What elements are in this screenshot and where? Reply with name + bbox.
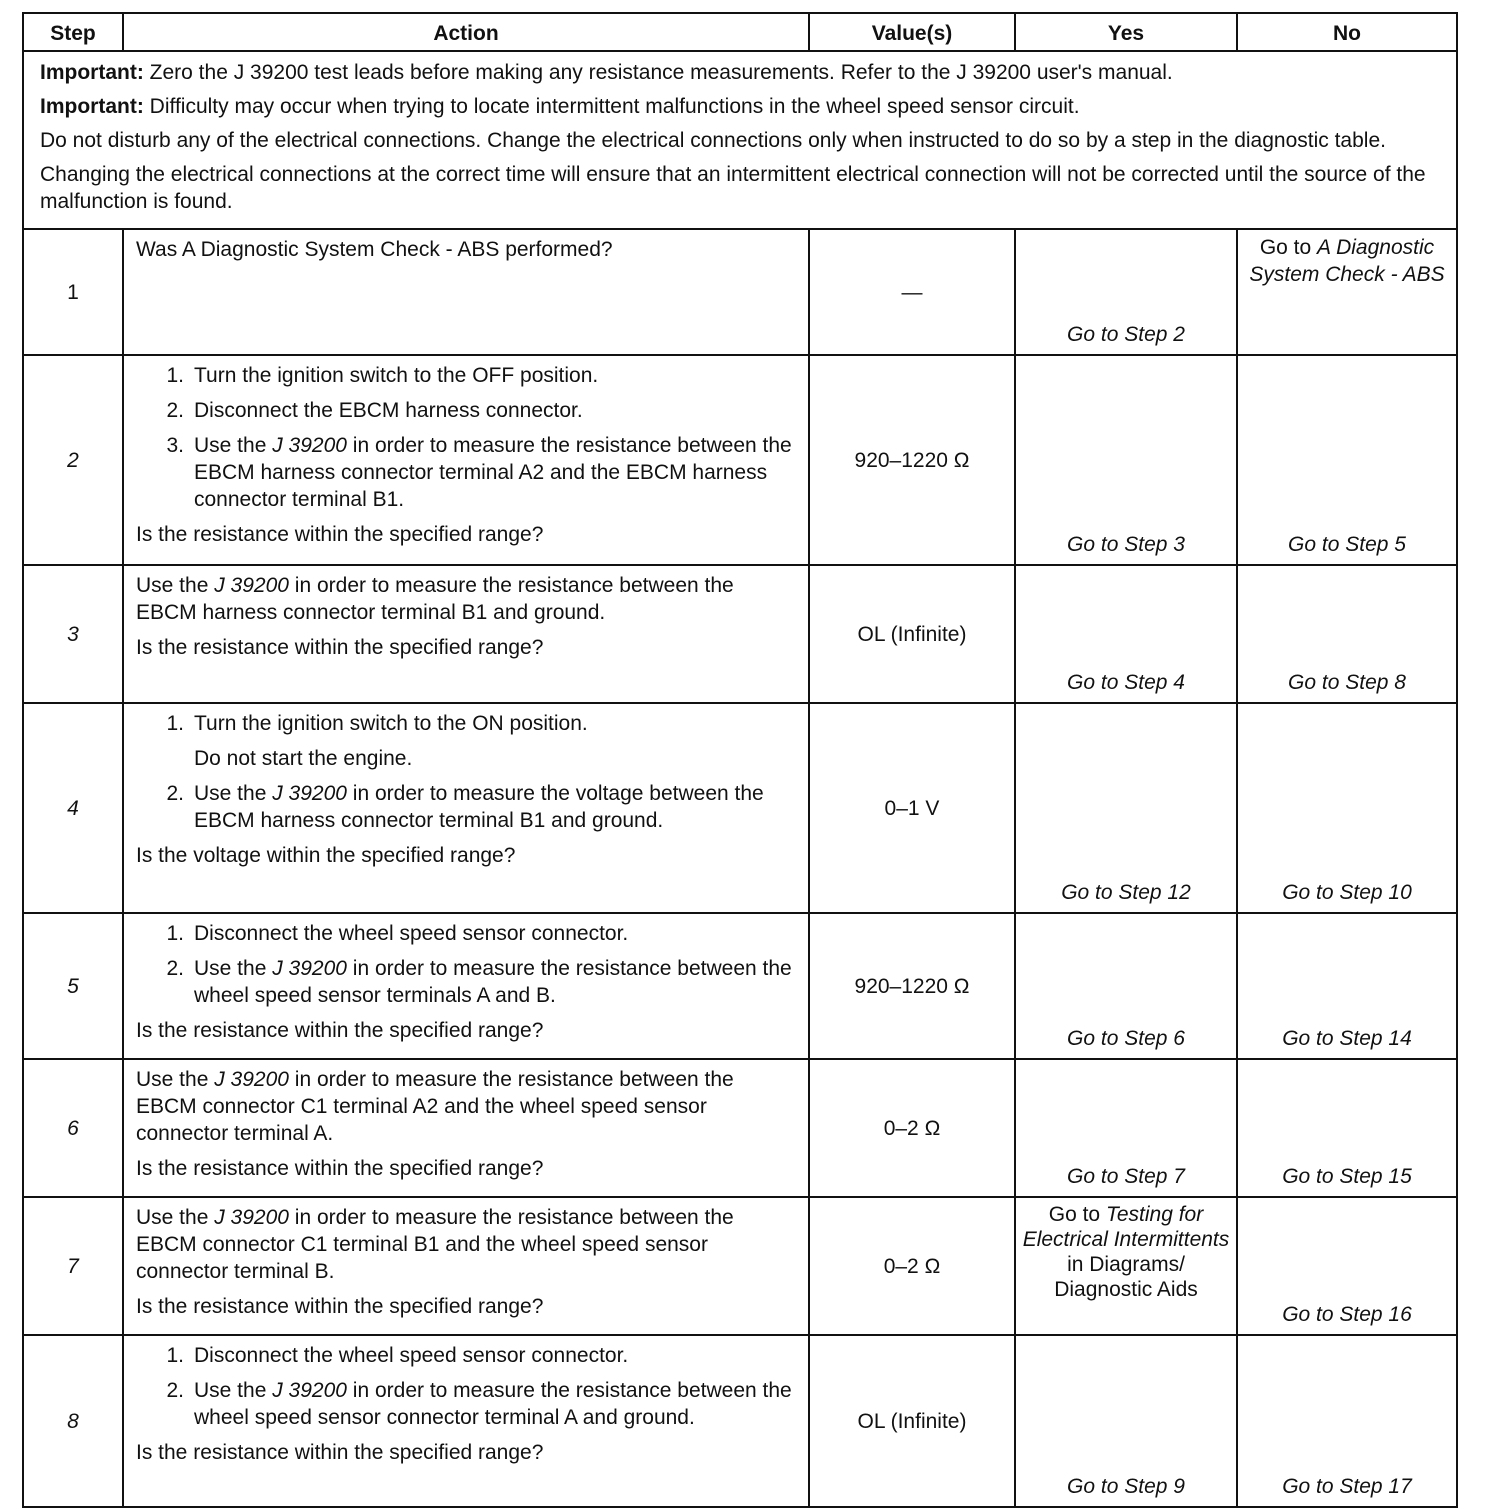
step-number: 2 xyxy=(23,355,123,565)
action-list xyxy=(136,920,800,1009)
note xyxy=(40,161,1446,215)
table-row xyxy=(23,1059,1457,1197)
list-item xyxy=(136,710,800,737)
step-number: 6 xyxy=(23,1059,123,1197)
tool-name: J 39200 xyxy=(214,1206,289,1229)
item-text: Turn the ignition switch to the ON position. xyxy=(194,712,588,735)
item-text: Disconnect the EBCM harness connector. xyxy=(194,399,583,422)
action-list xyxy=(136,362,800,513)
action-question: Is the resistance within the specified range? xyxy=(136,1441,544,1464)
value-cell: OL (Infinite) xyxy=(809,565,1015,703)
step-number: 4 xyxy=(23,703,123,913)
value-cell: 0–2 Ω xyxy=(809,1059,1015,1197)
yes-cell[interactable] xyxy=(1015,565,1237,703)
action-list xyxy=(136,710,800,834)
yes-cell[interactable] xyxy=(1015,1335,1237,1507)
yes-link[interactable]: Go to Step 7 xyxy=(1067,1165,1185,1188)
yes-cell[interactable] xyxy=(1015,703,1237,913)
item-text: Disconnect the wheel speed sensor connector. xyxy=(194,1344,629,1367)
item-number: 3. xyxy=(166,434,184,457)
no-cell[interactable] xyxy=(1237,1059,1457,1197)
value-cell: 0–2 Ω xyxy=(809,1197,1015,1335)
step-number: 1 xyxy=(23,229,123,355)
step-number: 3 xyxy=(23,565,123,703)
no-link[interactable]: Go to Step 10 xyxy=(1282,881,1412,904)
no-cell[interactable] xyxy=(1237,913,1457,1059)
table-row xyxy=(23,703,1457,913)
no-cell[interactable] xyxy=(1237,229,1457,355)
yes-cell[interactable] xyxy=(1015,913,1237,1059)
action-cell xyxy=(123,913,809,1059)
item-number: 1. xyxy=(166,922,184,945)
item-extra-text: Do not start the engine. xyxy=(194,747,413,770)
action-text xyxy=(136,1066,800,1147)
table-row xyxy=(23,355,1457,565)
step-number: 8 xyxy=(23,1335,123,1507)
tool-name: J 39200 xyxy=(272,434,347,457)
yes-cell[interactable] xyxy=(1015,1197,1237,1335)
header-values: Value(s) xyxy=(809,13,1015,51)
tool-name: J 39200 xyxy=(272,957,347,980)
item-text-post: in order to measure the resistance between the wheel speed sensor connector terminal A and ground. xyxy=(194,1379,792,1429)
no-cell[interactable] xyxy=(1237,565,1457,703)
list-item xyxy=(136,920,800,947)
header-yes: Yes xyxy=(1015,13,1237,51)
item-number: 2. xyxy=(166,957,184,980)
yes-cell[interactable] xyxy=(1015,229,1237,355)
yes-suffix: in Diagrams/ Diagnostic Aids xyxy=(1054,1253,1198,1301)
action-text-post: in order to measure the resistance between the EBCM connector C1 terminal A2 and the wheel speed sensor connector terminal A. xyxy=(136,1068,734,1145)
item-text-post: in order to measure the voltage between the EBCM harness connector terminal B1 and ground. xyxy=(194,782,764,832)
yes-link[interactable]: Go to Step 6 xyxy=(1067,1027,1185,1050)
yes-link[interactable]: Go to Step 2 xyxy=(1067,323,1185,346)
item-text-pre: Use the xyxy=(194,782,273,805)
diagnostic-table xyxy=(22,12,1458,1508)
important-note xyxy=(40,59,1446,86)
notes-cell xyxy=(23,51,1457,229)
action-text-post: in order to measure the resistance between the EBCM connector C1 terminal B1 and the wheel speed sensor connector terminal B. xyxy=(136,1206,734,1283)
action-text-post: in order to measure the resistance between the EBCM harness connector terminal B1 and ground. xyxy=(136,574,734,624)
table-row xyxy=(23,1335,1457,1507)
list-item xyxy=(136,780,800,834)
list-item xyxy=(136,1342,800,1369)
yes-link[interactable]: Go to Step 4 xyxy=(1067,671,1185,694)
list-item xyxy=(136,1377,800,1431)
yes-prefix: Go to xyxy=(1048,1203,1106,1226)
item-number: 2. xyxy=(166,1379,184,1402)
value-cell: 920–1220 Ω xyxy=(809,355,1015,565)
no-cell[interactable] xyxy=(1237,355,1457,565)
action-list xyxy=(136,1342,800,1431)
no-link[interactable]: Go to Step 15 xyxy=(1282,1165,1412,1188)
action-cell xyxy=(123,703,809,913)
step-number: 5 xyxy=(23,913,123,1059)
item-text-pre: Use the xyxy=(194,957,273,980)
note-text: Changing the electrical connections at the correct time will ensure that an intermittent electrical connection will not be corrected until the source of the malfunction is found. xyxy=(40,163,1426,213)
header-action: Action xyxy=(123,13,809,51)
no-link[interactable]: Go to Step 16 xyxy=(1282,1303,1412,1326)
action-question: Was A Diagnostic System Check - ABS performed? xyxy=(136,238,613,261)
tool-name: J 39200 xyxy=(272,782,347,805)
action-cell xyxy=(123,1197,809,1335)
tool-name: J 39200 xyxy=(214,574,289,597)
header-row xyxy=(23,13,1457,51)
no-cell[interactable] xyxy=(1237,1197,1457,1335)
item-text-post: in order to measure the resistance between the EBCM harness connector terminal A2 and the EBCM harness connector terminal B1. xyxy=(194,434,792,511)
table-row xyxy=(23,913,1457,1059)
action-question: Is the resistance within the specified range? xyxy=(136,1295,544,1318)
item-number: 1. xyxy=(166,1344,184,1367)
no-link[interactable]: Go to Step 14 xyxy=(1282,1027,1412,1050)
yes-link[interactable]: Go to Step 9 xyxy=(1067,1475,1185,1498)
value-cell: 0–1 V xyxy=(809,703,1015,913)
item-number: 2. xyxy=(166,782,184,805)
no-link[interactable]: Go to Step 17 xyxy=(1282,1475,1412,1498)
no-cell[interactable] xyxy=(1237,703,1457,913)
action-question: Is the resistance within the specified range? xyxy=(136,523,544,546)
note-label: Important: xyxy=(40,61,144,84)
action-text xyxy=(136,572,800,626)
item-number: 1. xyxy=(166,364,184,387)
action-question: Is the resistance within the specified range? xyxy=(136,1157,544,1180)
action-text xyxy=(136,1204,800,1285)
notes-row xyxy=(23,51,1457,229)
value-cell: 920–1220 Ω xyxy=(809,913,1015,1059)
yes-link[interactable]: Go to Step 12 xyxy=(1061,881,1191,904)
item-text: Turn the ignition switch to the OFF position. xyxy=(194,364,599,387)
item-text xyxy=(194,1377,800,1431)
table-row xyxy=(23,565,1457,703)
header-step: Step xyxy=(23,13,123,51)
note-label: Important: xyxy=(40,95,144,118)
action-cell xyxy=(123,355,809,565)
item-text xyxy=(194,780,800,834)
item-number: 2. xyxy=(166,399,184,422)
list-item xyxy=(136,397,800,424)
note-text: Difficulty may occur when trying to locate intermittent malfunctions in the wheel speed sensor circuit. xyxy=(143,95,1080,118)
item-text-post: in order to measure the resistance between the wheel speed sensor terminals A and B. xyxy=(194,957,792,1007)
list-item xyxy=(136,955,800,1009)
note xyxy=(40,127,1446,154)
item-text-pre: Use the xyxy=(194,1379,273,1402)
action-question: Is the resistance within the specified range? xyxy=(136,636,544,659)
list-item xyxy=(136,432,800,513)
item-text-pre: Use the xyxy=(194,434,273,457)
step-number: 7 xyxy=(23,1197,123,1335)
item-text xyxy=(194,432,800,513)
item-text xyxy=(194,955,800,1009)
action-question: Is the voltage within the specified range? xyxy=(136,844,516,867)
action-cell xyxy=(123,565,809,703)
action-cell xyxy=(123,1335,809,1507)
tool-name: J 39200 xyxy=(214,1068,289,1091)
value-cell: — xyxy=(809,229,1015,355)
no-cell[interactable] xyxy=(1237,1335,1457,1507)
table-row xyxy=(23,1197,1457,1335)
action-text-pre: Use the xyxy=(136,574,215,597)
value-cell: OL (Infinite) xyxy=(809,1335,1015,1507)
important-note xyxy=(40,93,1446,120)
yes-cell[interactable] xyxy=(1015,1059,1237,1197)
note-text: Zero the J 39200 test leads before making any resistance measurements. Refer to the J 39200 user's manual. xyxy=(143,61,1173,84)
yes-cell[interactable] xyxy=(1015,355,1237,565)
yes-link[interactable]: Go to Step 3 xyxy=(1067,533,1185,556)
no-prefix: Go to xyxy=(1259,236,1318,259)
action-cell xyxy=(123,229,809,355)
item-number: 1. xyxy=(166,712,184,735)
no-link[interactable]: A Diagnostic System Check - ABS xyxy=(1249,236,1445,286)
action-question: Is the resistance within the specified range? xyxy=(136,1019,544,1042)
no-link[interactable]: Go to Step 8 xyxy=(1288,671,1406,694)
action-text-pre: Use the xyxy=(136,1206,215,1229)
action-cell xyxy=(123,1059,809,1197)
item-text: Disconnect the wheel speed sensor connector. xyxy=(194,922,629,945)
list-item xyxy=(136,362,800,389)
action-text-pre: Use the xyxy=(136,1068,215,1091)
note-text: Do not disturb any of the electrical connections. Change the electrical connections only when instructed to do so by a step in the diagnostic table. xyxy=(40,129,1386,152)
tool-name: J 39200 xyxy=(272,1379,347,1402)
no-link[interactable]: Go to Step 5 xyxy=(1288,533,1406,556)
table-row xyxy=(23,229,1457,355)
yes-link[interactable]: Testing for Electrical Intermittents xyxy=(1022,1203,1230,1251)
header-no: No xyxy=(1237,13,1457,51)
